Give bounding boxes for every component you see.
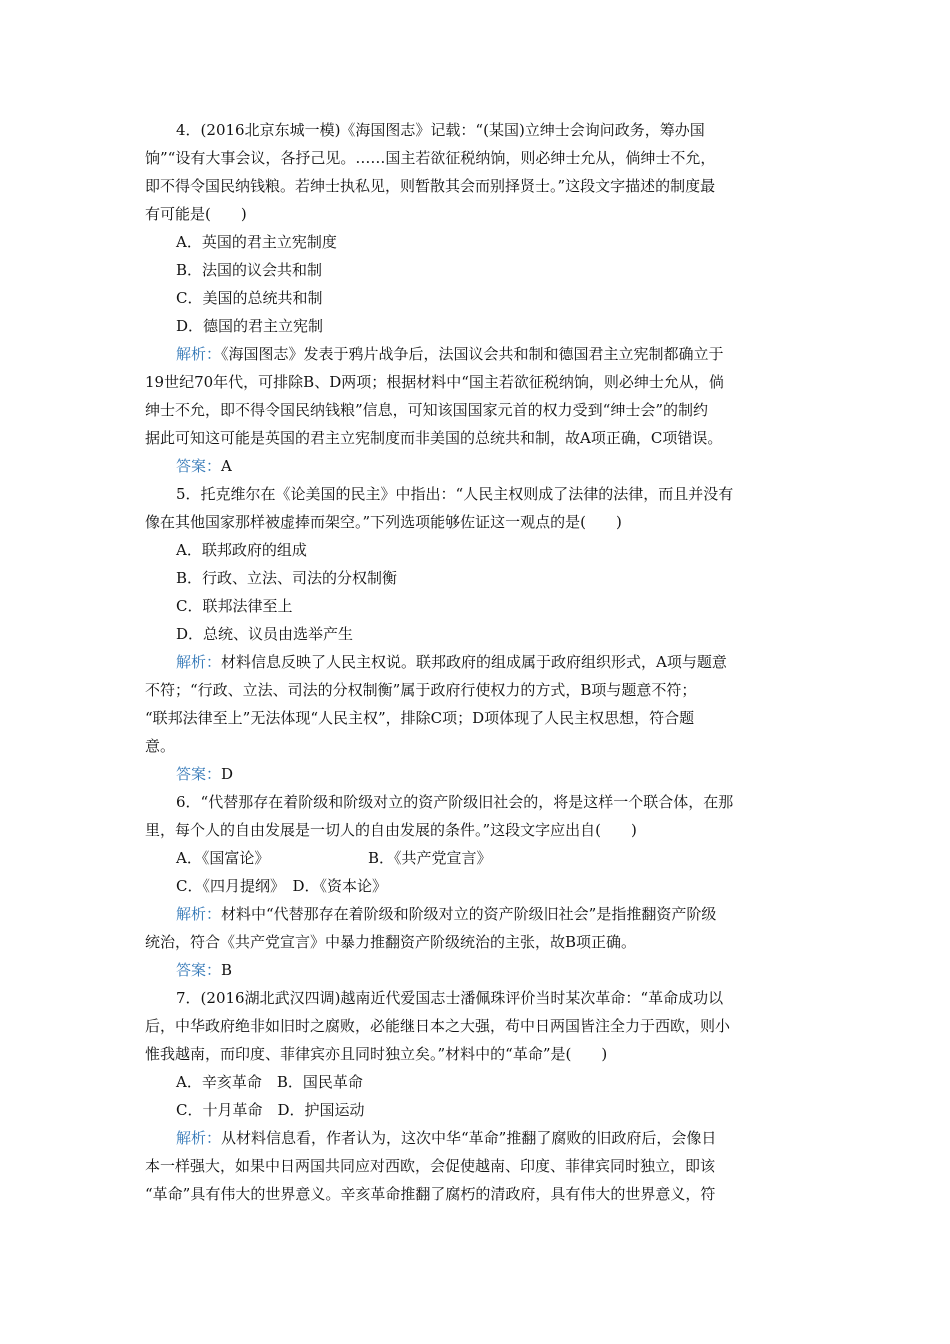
analysis-line: 不符；“行政、立法、司法的分权制衡”属于政府行使权力的方式，B项与题意不符； (145, 681, 697, 699)
option-d: D．《资本论》 (292, 877, 388, 895)
option-a: A．《国富论》 (176, 849, 270, 867)
analysis-label: 解析： (176, 345, 222, 363)
question-stem-line: 5．托克维尔在《论美国的民主》中指出：“人民主权则成了法律的法律，而且并没有 (176, 485, 734, 503)
question-stem-line: 7．(2016湖北武汉四调)越南近代爱国志士潘佩珠评价当时某次革命：“革命成功以 (176, 989, 724, 1007)
analysis-line: 本一样强大，如果中日两国共同应对西欧，会促使越南、印度、菲律宾同时独立，即该 (145, 1157, 716, 1175)
question-stem-line: 6．“代替那存在着阶级和阶级对立的资产阶级旧社会的，将是这样一个联合体，在那 (176, 793, 734, 811)
analysis-line: 统治，符合《共产党宣言》中暴力推翻资产阶级统治的主张，故B项正确。 (145, 933, 637, 951)
option-a: A．英国的君主立宪制度 (176, 233, 337, 251)
option-b: B．行政、立法、司法的分权制衡 (176, 569, 398, 587)
analysis-text: 《海国图志》发表于鸦片战争后，法国议会共和制和德国君主立宪制都确立于 (221, 345, 724, 363)
option-c: C．联邦法律至上 (176, 597, 293, 615)
answer-label: 答案： (176, 457, 222, 475)
analysis-line: “革命”具有伟大的世界意义。辛亥革命推翻了腐朽的清政府，具有伟大的世界意义，符 (145, 1185, 716, 1203)
analysis-label: 解析： (176, 653, 222, 671)
analysis-line (145, 1124, 810, 1152)
question-stem-line: 像在其他国家那样被虚捧而架空。”下列选项能够佐证这一观点的是( ) (145, 513, 622, 531)
answer-label: 答案： (176, 765, 222, 783)
option-d: D．护国运动 (277, 1101, 365, 1119)
option-row (145, 1096, 810, 1124)
option-a: A．联邦政府的组成 (176, 541, 307, 559)
option-c: C．《四月提纲》 (176, 877, 278, 895)
option-b: B．国民革命 (276, 1073, 363, 1091)
option-row (145, 1068, 810, 1096)
analysis-line: 据此可知这可能是英国的君主立宪制度而非美国的总统共和制，故A项正确，C项错误。 (145, 429, 723, 447)
answer-value: D (221, 765, 234, 783)
answer-line (145, 452, 810, 480)
analysis-text: 从材料信息看，作者认为，这次中华“革命”推翻了腐败的旧政府后，会像日 (221, 1129, 717, 1147)
question-stem-line: 后，中华政府绝非如旧时之腐败，必能继日本之大强，苟中日两国皆注全力于西欧，则小 (145, 1017, 731, 1035)
option-row (145, 844, 810, 872)
option-b: B．《共产党宣言》 (368, 849, 492, 867)
option-b: B．法国的议会共和制 (176, 261, 323, 279)
option-a: A．辛亥革命 (176, 1073, 262, 1091)
analysis-line (145, 648, 810, 676)
analysis-text: 材料信息反映了人民主权说。联邦政府的组成属于政府组织形式，A项与题意 (221, 653, 727, 671)
document-page (145, 116, 810, 1208)
analysis-line: “联邦法律至上”无法体现“人民主权”，排除C项；D项体现了人民主权思想，符合题 (145, 709, 695, 727)
answer-line (145, 760, 810, 788)
answer-value: A (221, 457, 232, 475)
answer-label: 答案： (176, 961, 222, 979)
question-4 (145, 116, 810, 480)
question-stem-line: 惟我越南，而印度、菲律宾亦且同时独立矣。”材料中的“革命”是( ) (145, 1045, 608, 1063)
analysis-text: 材料中“代替那存在着阶级和阶级对立的资产阶级旧社会”是指推翻资产阶级 (221, 905, 717, 923)
analysis-line: 意。 (145, 737, 176, 755)
question-stem-line: 饷”“设有大事会议，各抒己见。……国主若欲征税纳饷，则必绅士允从，倘绅士不允， (145, 149, 716, 167)
option-d: D．总统、议员由选举产生 (176, 625, 354, 643)
question-7 (145, 984, 810, 1208)
option-c: C．美国的总统共和制 (176, 289, 323, 307)
analysis-label: 解析： (176, 905, 222, 923)
question-stem-line: 里，每个人的自由发展是一切人的自由发展的条件。”这段文字应出自( ) (145, 821, 637, 839)
answer-line (145, 956, 810, 984)
question-6 (145, 788, 810, 984)
answer-value: B (221, 961, 233, 979)
option-row (145, 872, 810, 900)
analysis-line (145, 900, 810, 928)
analysis-line: 19世纪70年代，可排除B、D两项；根据材料中“国主若欲征税纳饷，则必绅士允从，倘 (145, 373, 724, 391)
question-stem-line: 有可能是( ) (145, 205, 247, 223)
question-5 (145, 480, 810, 788)
question-stem-line: 4．(2016北京东城一模)《海国图志》记载：“(某国)立绅士会询问政务，筹办国 (176, 121, 705, 139)
analysis-label: 解析： (176, 1129, 222, 1147)
option-c: C．十月革命 (176, 1101, 263, 1119)
question-stem-line: 即不得令国民纳钱粮。若绅士执私见，则暂散其会而别择贤士。”这段文字描述的制度最 (145, 177, 716, 195)
analysis-line (145, 340, 810, 368)
analysis-line: 绅士不允，即不得令国民纳钱粮”信息，可知该国国家元首的权力受到“绅士会”的制约 (145, 401, 709, 419)
option-d: D．德国的君主立宪制 (176, 317, 324, 335)
